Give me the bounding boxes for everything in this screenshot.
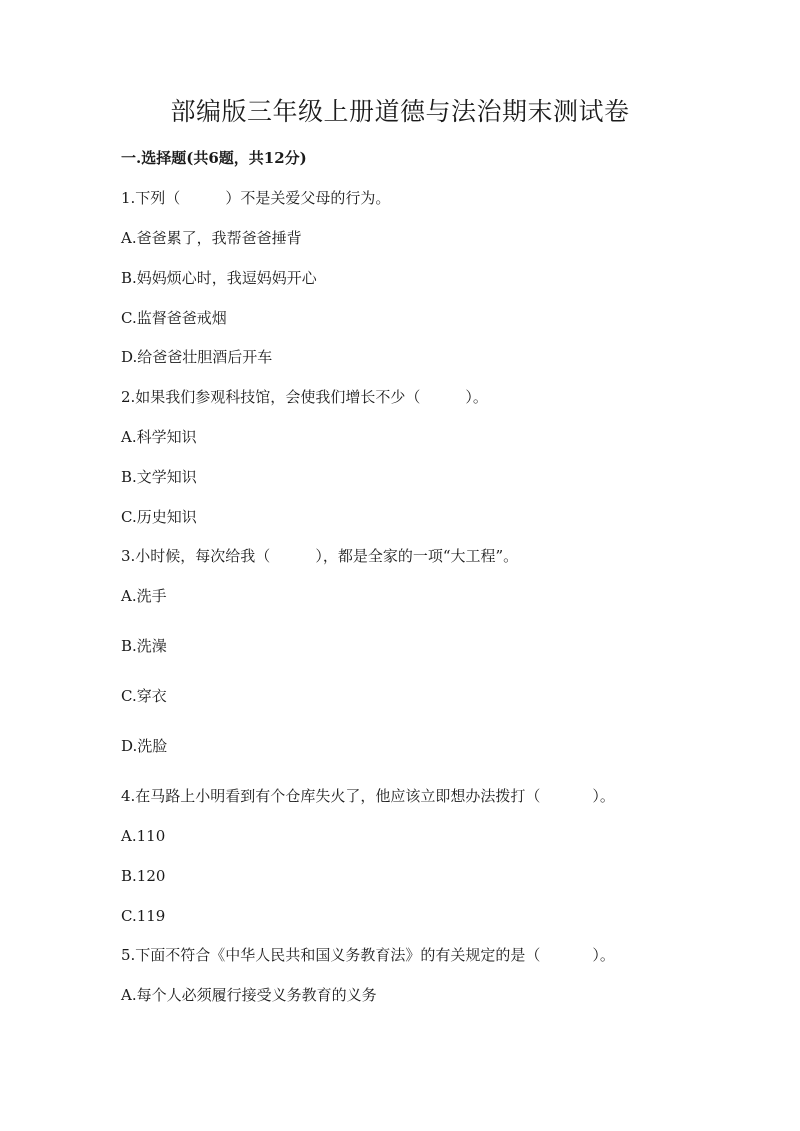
option: D.洗脸 <box>121 737 168 755</box>
option: B.文学知识 <box>121 468 197 486</box>
question-stem-part: 2.如果我们参观科技馆，会使我们增长不少（ <box>121 388 421 406</box>
option: A.爸爸累了，我帮爸爸捶背 <box>121 229 302 247</box>
page-title: 部编版三年级上册道德与法治期末测试卷 <box>170 97 630 126</box>
option: B.妈妈烦心时，我逗妈妈开心 <box>121 269 317 287</box>
option: B.洗澡 <box>121 637 167 655</box>
question-stem <box>121 943 615 967</box>
question-stem <box>121 784 615 808</box>
option: C.穿衣 <box>121 687 167 705</box>
option: A.洗手 <box>121 587 167 605</box>
option: D.给爸爸壮胆酒后开车 <box>121 348 273 366</box>
option: A.110 <box>121 827 166 845</box>
question-stem-part: 3.小时候，每次给我（ <box>121 547 271 565</box>
section-heading: 一.选择题(共6题，共12分) <box>121 149 307 167</box>
question-stem-part: ）。 <box>465 388 488 406</box>
option: C.监督爸爸戒烟 <box>121 309 227 327</box>
question-stem-part: ），都是全家的一项“大工程”。 <box>315 547 519 565</box>
option: B.120 <box>121 867 166 885</box>
question-stem <box>121 544 518 568</box>
question-stem-part: ）。 <box>592 787 615 805</box>
question-stem <box>121 385 488 409</box>
question-stem-part: ）。 <box>592 946 615 964</box>
question-stem-part: 1.下列（ <box>121 189 181 207</box>
option: A.每个人必须履行接受义务教育的义务 <box>121 986 377 1004</box>
option: C.119 <box>121 907 166 925</box>
question-stem-part: 5.下面不符合《中华人民共和国义务教育法》的有关规定的是（ <box>121 946 541 964</box>
option: C.历史知识 <box>121 508 197 526</box>
question-stem-part: ）不是关爱父母的行为。 <box>225 189 391 207</box>
question-stem-part: 4.在马路上小明看到有个仓库失火了，他应该立即想办法拨打（ <box>121 787 541 805</box>
question-stem <box>121 186 390 210</box>
option: A.科学知识 <box>121 428 197 446</box>
